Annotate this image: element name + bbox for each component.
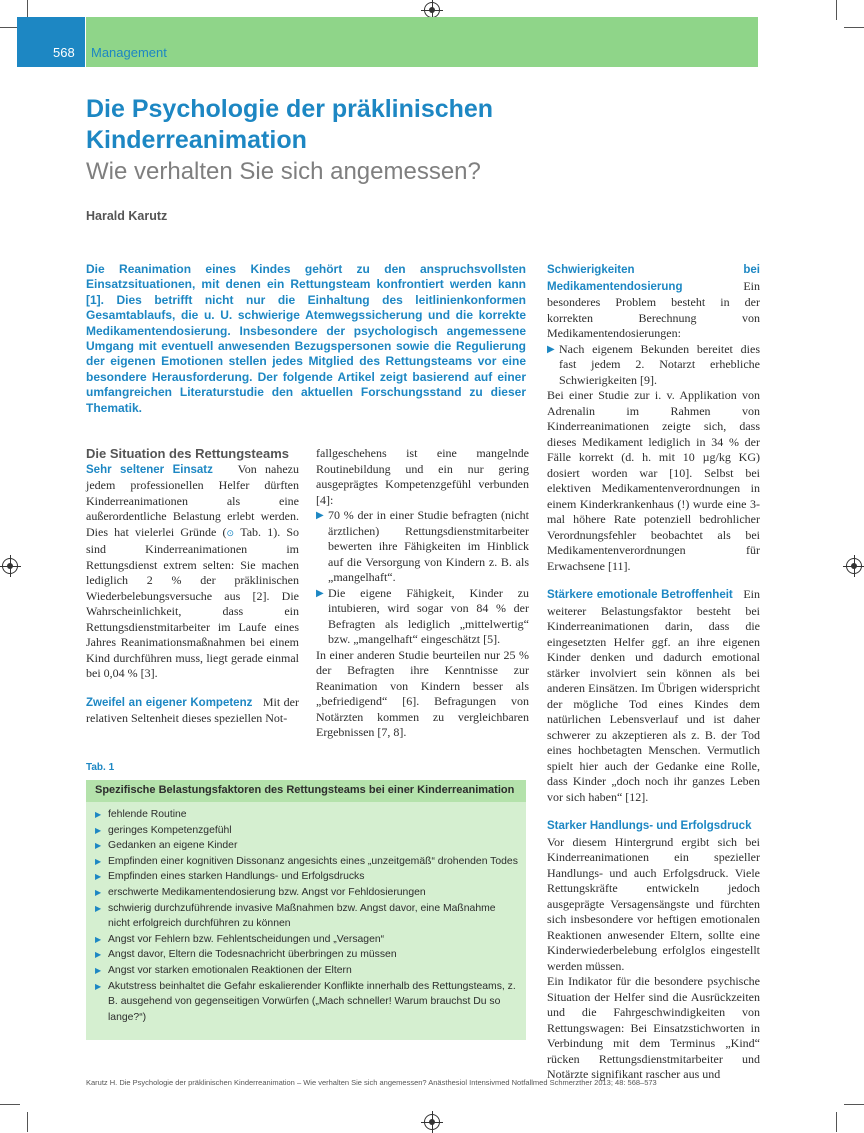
column-3: [547, 262, 760, 1083]
bullet-triangle-icon: ▶: [95, 872, 102, 882]
registration-mark-icon: [424, 2, 440, 18]
paragraph: Ein Indikator für die besondere psychische Situation der Helfer sind die Ausrückzeiten und die Fahrgeschwindigkeiten von Rettungswagen: Bei Einsatzstichworten in Verbindung mit dem Terminus „Kind“ rücken Rettungsdienstmitarbeiter und Notärzte signifikant rascher aus und: [547, 974, 760, 1081]
abstract: Die Reanimation eines Kindes gehört zu den anspruchsvollsten Einsatzsituationen, mit denen ein Rettungsteam konfrontiert werden kann [1]. Dies betrifft nicht nur die Einhaltung des leitlinienkonformen Gesamtablaufs, die u. U. schwierige Atemwegssicherung und die korrekte Medikamentendosierung. Insbesondere der psychologisch angemessene Umgang mit eventuell anwesenden Bezugspersonen sowie die Regulierung der eigenen Emotionen stellen jedes Mitglied des Rettungsteams vor eine besondere Herausforderung. Der folgende Artikel zeigt basierend auf einer umfangreichen Literaturstudie den aktuellen Forschungsstand zu dieser Thematik.: [86, 262, 526, 415]
crop-mark: [844, 27, 864, 28]
bullet-item: [316, 586, 529, 648]
list-item: [95, 807, 520, 823]
paragraph: In einer anderen Studie beurteilen nur 25 % der Befragten ihre Kenntnisse zur Reanimation von Kindern besser als „befriedigend“ [6]. Befragungen von Notärzten kommen zu vergleichbaren Ergebnissen [7, 8].: [316, 647, 529, 739]
paragraph-lead: Sehr seltener Einsatz: [86, 463, 213, 476]
table-reference-icon: ⊙: [226, 528, 235, 539]
paragraph: fallgeschehens ist eine mangelnde Routinebildung und ein nur gering ausgeprägtes Kompetenzgefühl verbunden [4]:: [316, 446, 529, 507]
table-title: Spezifische Belastungsfaktoren des Rettungsteams bei einer Kinderreanimation: [95, 784, 515, 796]
bullet-triangle-icon: ▶: [95, 934, 102, 944]
list-item-text: erschwerte Medikamentendosierung bzw. Angst vor Fehldosierungen: [108, 886, 426, 898]
list-item-text: fehlende Routine: [108, 809, 187, 820]
crop-mark: [836, 1112, 837, 1132]
paragraph-lead: Zweifel an eigener Kompetenz: [86, 696, 253, 709]
paragraph-lead: Schwierigkeiten bei Medikamentendosierung: [547, 264, 760, 293]
author: Harald Karutz: [86, 209, 168, 223]
paragraph-lead: Stärkere emotionale Betroffenheit: [547, 589, 733, 601]
list-item: [95, 869, 520, 885]
bullet-triangle-icon: ▶: [95, 887, 102, 897]
paragraph: [547, 262, 760, 342]
column-2: [316, 446, 529, 741]
list-item: [95, 947, 520, 963]
bullet-triangle-icon: ▶: [95, 903, 102, 913]
bullet-triangle-icon: ▶: [547, 343, 555, 355]
bullet-triangle-icon: ▶: [95, 981, 102, 991]
paragraph-text: ). So sind Kinderreanimationen im Rettungsdienst extrem selten: Sie machen lediglich 2 % der präklinischen Wiederbelebungsversuche aus [2]. Die Wahrscheinlichkeit, dass ein Rettungsdienstmitarbeiter im Laufe eines Jahres Reanimationsmaßnahmen bei einem Kind durchführen muss, liegt gerade einmal bei 0,04 % [3].: [86, 524, 300, 680]
list-item-text: geringes Kompetenzgefühl: [108, 824, 232, 836]
article-subtitle: Wie verhalten Sie sich angemessen?: [86, 158, 481, 185]
list-item-text: Empfinden eines starken Handlungs- und Erfolgsdrucks: [108, 871, 365, 883]
bullet-triangle-icon: ▶: [95, 965, 102, 975]
bullet-text: Die eigene Fähigkeit, Kinder zu intubieren, wird sogar von 84 % der Befragten als lediglich „mittelwertig“ bzw. „mangelhaft“ eingeschätzt [5].: [328, 585, 529, 646]
list-item: [95, 885, 520, 901]
bullet-item: [316, 508, 529, 586]
paragraph-text: Von nahezu jedem professionellen Helfer dürften Kinderreanimationen als eine außerordentliche Belastung erlebt werden. Dies hat vielerlei Gründe (: [86, 461, 299, 539]
bullet-triangle-icon: ▶: [95, 810, 102, 819]
paragraph: Bei einer Studie zur i. v. Applikation von Adrenalin im Rahmen von Kinderreanimationen zeigte sich, dass dieses Medikament lediglich in 34 % der Fälle korrekt (d. h. mit 10 µg/kg KG) dosiert worden war [10]. Selbst bei elektiven Medikamentenverordnungen in einem Kinderkrankenhaus (!) wurde eine 3-mal höhere Rate potenziell bedrohlicher Verordnungsfehler beobachtet als bei Medikamentenverordnungen für Erwachsene [11].: [547, 388, 760, 573]
crop-mark: [836, 0, 837, 20]
list-item: [95, 901, 520, 932]
list-item: [95, 963, 520, 979]
list-item-text: Empfinden einer kognitiven Dissonanz angesichts eines „unzeitgemäß“ drohenden Todes: [108, 855, 518, 867]
bullet-text: Nach eigenem Bekunden bereitet dies fast jedem 2. Notarzt erhebliche Schwierigkeiten [9].: [559, 341, 760, 387]
list-item-text: Gedanken an eigene Kinder: [108, 840, 238, 852]
list-item: [95, 854, 520, 870]
paragraph-lead: Starker Handlungs- und Erfolgsdruck: [547, 820, 752, 832]
list-item-text: schwierig durchzuführende invasive Maßnahmen bzw. Angst davor, eine Maßnahme nicht erfolgreich durchführen zu können: [108, 902, 496, 930]
table-label: Tab. 1: [86, 762, 115, 773]
crop-mark: [0, 1104, 20, 1105]
paragraph: [86, 462, 299, 682]
list-item: [95, 979, 520, 1026]
bullet-item: [547, 342, 760, 389]
registration-mark-icon: [2, 558, 18, 574]
paragraph-text: Ein besonderes Problem besteht in der korrekten Berechnung von Medikamentendosierungen:: [547, 278, 760, 340]
list-item: [95, 932, 520, 948]
page-number: 568: [53, 45, 75, 60]
registration-mark-icon: [424, 1114, 440, 1130]
section-header-bar: [86, 17, 758, 67]
crop-mark: [27, 1112, 28, 1132]
bullet-triangle-icon: ▶: [95, 841, 102, 851]
list-item: [95, 838, 520, 854]
table-list: [95, 807, 520, 1025]
list-item-text: Angst davor, Eltern die Todesnachricht überbringen zu müssen: [108, 949, 397, 961]
bullet-triangle-icon: ▶: [95, 950, 102, 960]
section-heading: Die Situation des Rettungsteams: [86, 446, 289, 461]
paragraph: [547, 587, 760, 805]
bullet-triangle-icon: ▶: [316, 587, 324, 599]
bullet-triangle-icon: ▶: [316, 510, 324, 521]
bullet-triangle-icon: ▶: [95, 856, 102, 866]
paragraph-text: Mit der relativen Seltenheit dieses speziellen Not-: [86, 694, 299, 725]
bullet-text: 70 % der in einer Studie befragten (nicht ärztlichen) Rettungsdienstmitarbeiter bewerten ihre Fähigkeiten im Hinblick auf die Versorgung von Kindern z. B. als „mangelhaft“.: [328, 508, 529, 584]
registration-mark-icon: [846, 558, 862, 574]
paragraph-text: Ein weiterer Belastungsfaktor besteht bei Kinderreanimationen darin, dass die eingesetzten Helfer ggf. an ihre eigenen Kinder denken und dadurch emotional stärker involviert sein können als bei anderen Einsätzen. Im Übrigen widerspricht der mögliche Tod eines Kindes dem natürlichen Lebensverlauf und ist daher schwerer zu akzeptieren als z. B. der Tod eines hochbetagten Menschen. Vermutlich spielt hier auch der Gedanke eine Rolle, dass Kinder „doch noch ihr ganzes Leben vor sich haben“ [12].: [547, 587, 761, 804]
section-label: Management: [91, 45, 167, 60]
citation-footer: Karutz H. Die Psychologie der präklinischen Kinderreanimation – Wie verhalten Sie sich angemessen? Anästhesiol Intensivmed Notfallmed Schmerzther 2013; 48: 568–573: [86, 1078, 657, 1087]
list-item-text: Angst vor Fehlern bzw. Fehlentscheidungen und „Versagen“: [108, 933, 385, 945]
list-item-text: Angst vor starken emotionalen Reaktionen der Eltern: [108, 964, 352, 976]
paragraph-text: Vor diesem Hintergrund ergibt sich bei Kinderreanimationen ein spezieller Handlungs- und auch Erfolgsdruck. Viele Rettungskräfte entwickeln jedoch ausgeprägte Versagensängste und fürchten sich insbesondere vor heftigen emotionalen Reaktionen anwesender Eltern, sollte eine Kinderwiederbelebung erfolglos eingestellt werden müssen.: [547, 834, 760, 973]
page-number-box: [17, 17, 85, 67]
list-item-text: Akutstress beinhaltet die Gefahr eskalierender Konflikte innerhalb des Rettungsteams, z. B. ausgehend von gegenseitigen Vorwürfen („Mach schneller! Warum brauchst Du so lange?“): [108, 980, 516, 1023]
article-title: Die Psychologie der präklinischen Kinderreanimation: [86, 95, 494, 154]
column-1: [86, 446, 299, 727]
paragraph: [547, 818, 760, 974]
crop-mark: [844, 1104, 864, 1105]
list-item: [95, 823, 520, 839]
bullet-triangle-icon: ▶: [95, 825, 102, 835]
table-reference[interactable]: Tab. 1: [240, 524, 274, 539]
paragraph: [86, 695, 299, 727]
